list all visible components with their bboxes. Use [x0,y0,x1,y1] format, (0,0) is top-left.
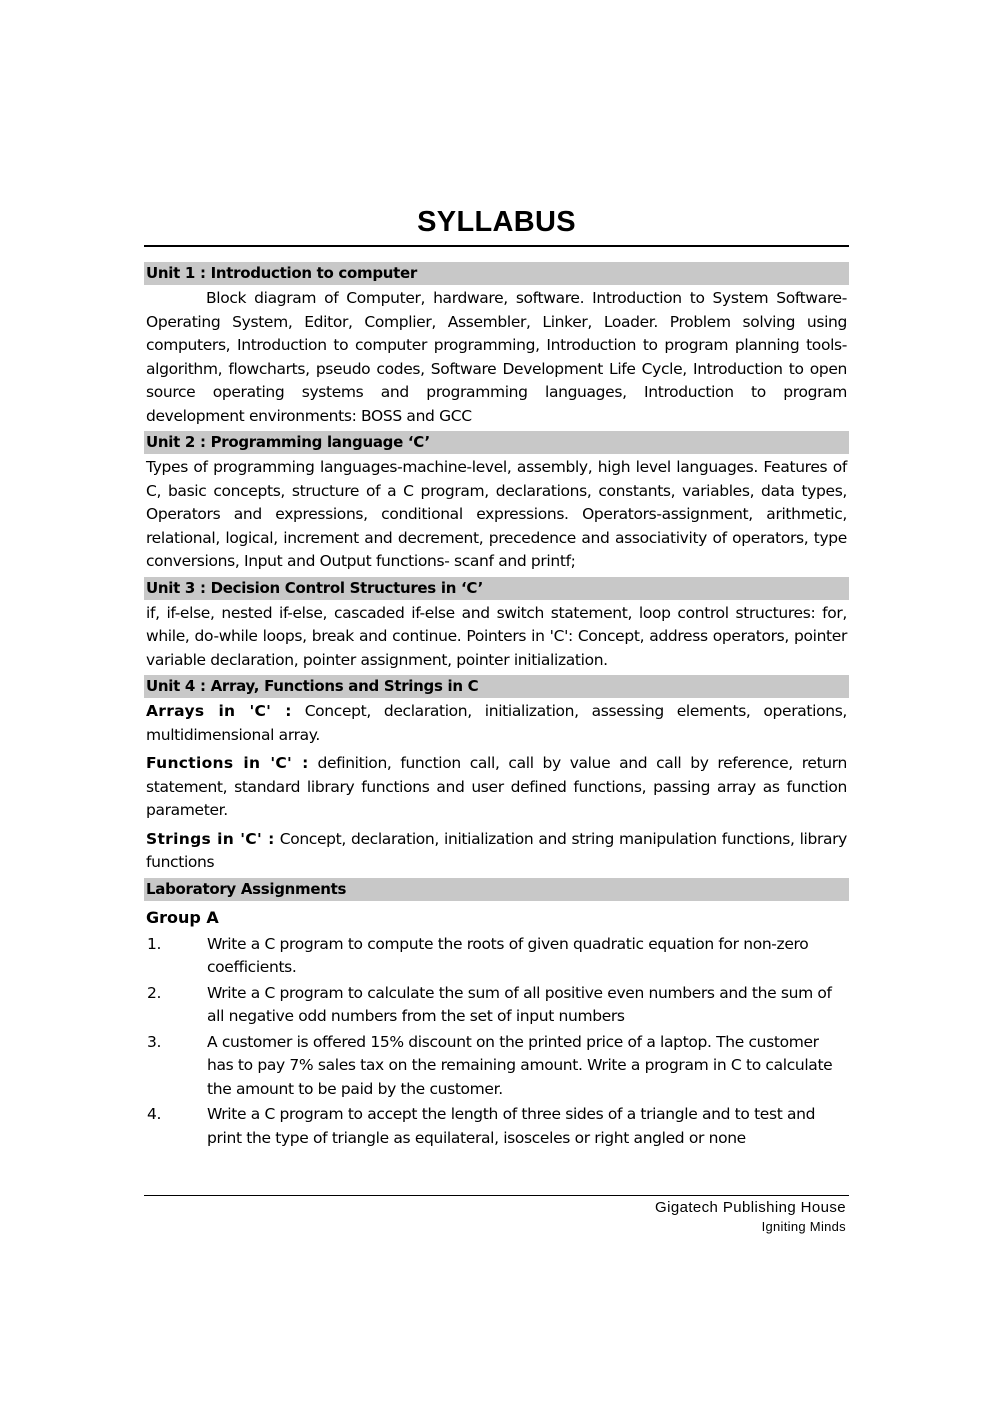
arrays-text: Concept, declaration, initialization, assessing elements, operations, multidimensional array. [146,702,848,744]
title-divider [144,245,849,247]
item-text: A customer is offered 15% discount on the printed price of a laptop. The customer has to pay 7% sales tax on the remaining amount. Write a program in C to calculate the amount to be paid by the customer. [207,1032,833,1098]
publisher-tagline: Igniting Minds [761,1219,846,1234]
item-text: Write a C program to accept the length of three sides of a triangle and to test and print the type of triangle as equilateral, isosceles or right angled or none [207,1105,816,1147]
list-item [144,982,849,1029]
item-text: Write a C program to compute the roots of given quadratic equation for non-zero coefficients. [207,934,809,976]
unit-4-strings [144,826,849,878]
unit-4-heading: Unit 4 : Array, Functions and Strings in C [144,675,849,698]
unit-2-heading: Unit 2 : Programming language ‘C’ [144,431,849,454]
syllabus-content [144,262,849,1152]
item-number: 2. [147,983,162,1002]
functions-label: Functions in 'C' : [146,754,309,772]
list-item [144,933,849,980]
strings-label: Strings in 'C' : [146,829,275,848]
list-item [144,1031,849,1102]
item-number: 1. [147,934,162,953]
unit-1-text: Block diagram of Computer, hardware, software. Introduction to System Software-Operating System, Editor, Complier, Assembler, Linker, Loader. Problem solving using computers, Introduction to computer programming, Introduction to program planning tools- algorithm, flowcharts, pseudo codes, Software Development Life Cycle, Introduction to open source operating systems and programming languages, Introduction to program development environments: BOSS and GCC [146,289,847,425]
item-text: Write a C program to calculate the sum of all positive even numbers and the sum of all negative odd numbers from the set of input numbers [207,983,832,1025]
footer-divider [144,1195,849,1196]
group-a-heading: Group A [146,907,219,927]
unit-3-heading: Unit 3 : Decision Control Structures in ‘C’ [144,577,849,600]
functions-text: definition, function call, call by value and call by reference, return statement, standard library functions and user defined functions, passing array as function parameter. [146,754,847,819]
unit-2-text: Types of programming languages-machine-level, assembly, high level languages. Features of C, basic concepts, structure of a C program, declarations, constants, variables, data types, Operators and expressions, conditional expressions. Operators-assignment, arithmetic, relational, logical, increment and decrement, precedence and associativity of operators, type conversions, Input and Output functions- scanf and printf; [146,458,847,570]
unit-1-heading: Unit 1 : Introduction to computer [144,262,849,285]
unit-4-functions [144,750,849,826]
page-title: SYLLABUS [417,206,576,238]
arrays-label: Arrays in 'C' : [146,702,292,720]
strings-text: Concept, declaration, initialization and string manipulation functions, library functions [146,829,847,871]
lab-heading: Laboratory Assignments [144,878,849,901]
item-number: 3. [147,1032,162,1051]
item-number: 4. [147,1105,162,1123]
unit-3-text: if, if-else, nested if-else, cascaded if-else and switch statement, loop control structures: for, while, do-while loops, break and continue. Pointers in 'C': Concept, address operators, pointer variable declaration, pointer assignment, pointer initialization. [146,603,847,669]
list-item [144,1103,849,1150]
unit-4-arrays [144,698,849,750]
publisher-name: Gigatech Publishing House [655,1199,846,1216]
